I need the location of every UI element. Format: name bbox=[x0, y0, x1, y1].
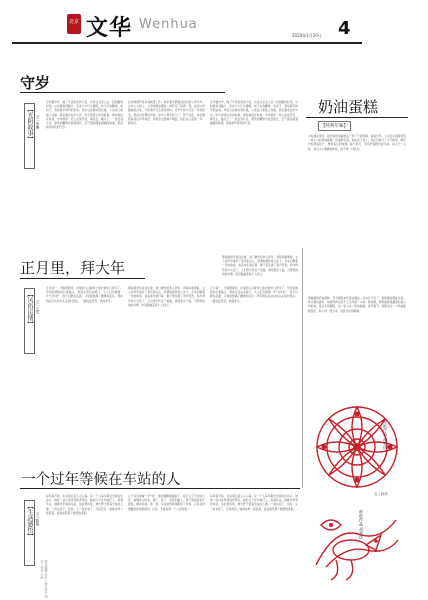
masthead bbox=[0, 0, 428, 48]
masthead-latin: Wenhua bbox=[139, 17, 198, 32]
article-cake-body-a: 小时候家里穷，能吃到奶油蛋糕是一件了不起的事。每逢过年，父亲会从城里带回一块小小的奶油蛋糕，用油纸包着，放在柜子顶上。我们兄妹几个天天盼着，眼巴巴地望着柜子，想象着它的味道。除夕那天，母亲把蛋糕切成几块，每人分一小块，我们小心翼翼地捧着，舍不得一口吃完。 bbox=[308, 134, 406, 151]
right-edge-rule bbox=[302, 248, 303, 488]
article-bainian-headline: 正月里，拜大年 bbox=[20, 259, 126, 277]
masthead-seal bbox=[67, 14, 81, 34]
article-shousui-body-col3: 过年要守岁，除了辛苦的家的习俗，也是让全家人在一起团聚的时刻。小时候每到除夕，家家户户灯火通明，孩子们放鞭炮、吃饺子，等待新年钟声的到来。母亲总在厨房里忙碌，父亲在门前贴上对联，我们围坐在炉火边，听长辈讲过去的故事。那时候没有电视，守岁就是一家人说说笑笑，剥花生、嗑瓜子，一直坐到半夜。窗外的鞭炮声此起彼伏，空气里弥漫着硝烟的味道，那是新年特有的气息。 bbox=[210, 100, 298, 126]
article-shousui-author: 文 / 李鹏 bbox=[36, 115, 40, 129]
article-cake-headline: 奶油蛋糕 bbox=[318, 98, 379, 116]
article-bainian-author: 文 / 王芳 bbox=[36, 300, 40, 314]
article-bainian-rule bbox=[20, 278, 145, 279]
article-bainian-body-col3: 正月初一，天刚蒙蒙亮，村里的人们就穿上新衣裳出门拜年了。先给家族里的长辈磕头，再到左邻右舍串门。大人们互相道一声"过年好"，孩子们跟在后面，口袋里装满了糖果和花生。拜年的队伍从村东头走到村西头，一路说说笑笑，热闹非凡。 bbox=[210, 286, 298, 303]
flower-papercut-icon bbox=[302, 392, 412, 502]
page-number: 4 bbox=[338, 18, 351, 39]
article-station-body-col2: 儿子远远地喊一声"妈"，她的眼眶就湿润了。接过儿子手中的行李，她嘴里念叨着：瘦了，黑了。回家的路上，母子俩说着家长里短，脚步轻快。那一刻，车站里的喧闹都成了背景，只有这份团聚的喜悦最真切。过年，不就是等一个人回家吗？ bbox=[128, 494, 205, 511]
paper-cut-art-1 bbox=[302, 392, 412, 502]
masthead-rule bbox=[12, 42, 362, 44]
paper-cut-credit-2: 剪纸作品 胡秀珍 bbox=[359, 510, 364, 540]
article-station-headline: 一个过年等候在车站的人 bbox=[21, 472, 181, 488]
article-shousui-body-col2: 后来我离开家乡到城里工作，每年春节都要赶回去陪父母守岁。火车上人挤人，心里却满是期待。推开家门的那一刻，看到父母鬓角的白发，才知道岁月走得这样快。守岁守的不只是一年的结束，更是对亲情的珍惜。如今父母年纪大了，熬不住夜，我们便陪着他们早早休息，等到零点的钟声响起，轻轻在心里说一声：新年好。 bbox=[128, 100, 205, 126]
editor-credits: 责任编辑 张华 / 版式设计 刘洋 / 校对 王丽 bbox=[40, 560, 48, 598]
masthead-seal-text: 北京 bbox=[68, 19, 79, 25]
article-shousui-headline: 守岁 bbox=[20, 74, 51, 92]
article-shousui-tag: 【光阴故事】 bbox=[24, 103, 35, 169]
article-station-body-col1: 每年春节前，车站里总是人山人海。有一个人每年都会出现在出站口，她是一位白发苍苍的老母亲。她的儿子在外地打工，每到年关，她就早早来到车站，站在寒风里，伸长脖子望着出站的人群。一班车到了，没有；又一班车到了，还是没有。她就这样一直等着，直到看见那个熟悉的身影。 bbox=[46, 494, 123, 515]
article-station-tag: 【生活感悟】 bbox=[24, 500, 35, 566]
article-cake-author: 文 / 孙庆 bbox=[374, 492, 388, 496]
article-cake-body-b: 那甜甜的奶油香味，至今想起来还留在嘴边。后来日子好了，蛋糕随时都能买到，样式越来越多，味道却再也比不上当年那一小块。我知道，那份甜蜜里藏着的是父母的爱，是过年的期盼，是一家人在一起的温暖。每年春节，我都会买一个奶油蛋糕回家，和父母一起分享，说说当年的趣事。 bbox=[308, 296, 406, 313]
article-station-rule bbox=[20, 488, 300, 489]
article-cake-tag: 【经典年味】 bbox=[318, 121, 351, 131]
article-shousui-body-col1: 过年要守岁，除了辛苦的家的习俗，也是让全家人在一起团聚的时刻。小时候每到除夕，家家户户灯火通明，孩子们放鞭炮、吃饺子，等待新年钟声的到来。母亲总在厨房里忙碌，父亲在门前贴上对联，我们围坐在炉火边，听长辈讲过去的故事。那时候没有电视，守岁就是一家人说说笑笑，剥花生、嗑瓜子，一直坐到半夜。窗外的鞭炮声此起彼伏，空气里弥漫着硝烟的味道，那是新年特有的气息。 bbox=[46, 100, 123, 130]
article-shousui-rule bbox=[20, 92, 225, 93]
bird-papercut-icon bbox=[306, 505, 406, 585]
article-bainian-tag: 【风俗民情】 bbox=[24, 288, 35, 354]
article-bainian-body-col4: 那时候拜年讲究礼数，进门要先给老人拜年，再和同辈寒暄。主人家早早备好了茶水和点心，热情地招呼客人坐下。乡亲们聊着一年的收成，谈着来年的打算，屋子里充满了欢声笑语。如今拜年的方式变了，人们用手机发个祝福，视频里见个面，可那份浓浓的乡情，依旧温暖着每个人的心。 bbox=[222, 255, 298, 276]
article-bainian-body-col2: 那时候拜年讲究礼数，进门要先给老人拜年，再和同辈寒暄。主人家早早备好了茶水和点心，热情地招呼客人坐下。乡亲们聊着一年的收成，谈着来年的打算，屋子里充满了欢声笑语。如今拜年的方式变了，人们用手机发个祝福，视频里见个面，可那份浓浓的乡情，依旧温暖着每个人的心。 bbox=[128, 286, 205, 307]
paper-cut-art-2 bbox=[306, 505, 406, 585]
issue-date: 2020年1月20日 bbox=[292, 33, 322, 38]
paper-cut-credit-1: 剪纸作品 胡秀珍 bbox=[383, 420, 388, 450]
article-station-author: 文 / 陈明 bbox=[36, 512, 40, 526]
article-station-body-col3: 每年春节前，车站里总是人山人海。有一个人每年都会出现在出站口，她是一位白发苍苍的老母亲。她的儿子在外地打工，每到年关，她就早早来到车站，站在寒风里，伸长脖子望着出站的人群。一班车到了，没有；又一班车到了，还是没有。她就这样一直等着，直到看见那个熟悉的身影。 bbox=[210, 494, 298, 511]
masthead-title: 文华 bbox=[86, 15, 133, 41]
article-bainian-body-col1: 正月初一，天刚蒙蒙亮，村里的人们就穿上新衣裳出门拜年了。先给家族里的长辈磕头，再到左邻右舍串门。大人们互相道一声"过年好"，孩子们跟在后面，口袋里装满了糖果和花生。拜年的队伍从村东头走到村西头，一路说说笑笑，热闹非凡。 bbox=[46, 286, 123, 303]
article-cake-rule bbox=[306, 117, 408, 118]
